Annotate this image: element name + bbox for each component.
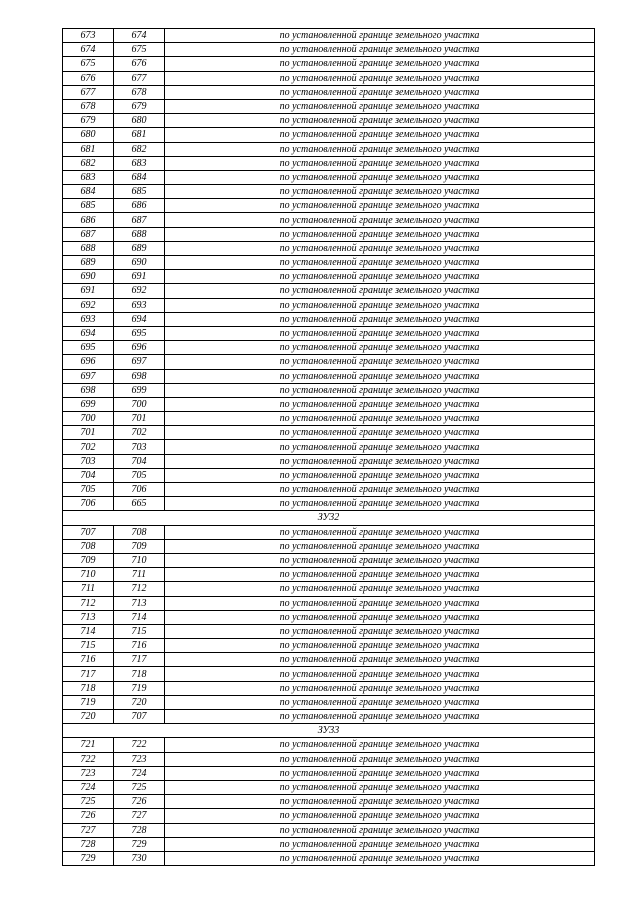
from-point-cell: 691	[63, 284, 114, 298]
description-cell: по установленной границе земельного участка	[165, 99, 595, 113]
table-row	[63, 85, 595, 99]
table-row	[63, 341, 595, 355]
description-cell: по установленной границе земельного участка	[165, 639, 595, 653]
table-row	[63, 823, 595, 837]
table-row	[63, 29, 595, 43]
from-point-cell: 728	[63, 837, 114, 851]
section-header-row	[63, 724, 595, 738]
description-cell: по установленной границе земельного участка	[165, 298, 595, 312]
description-cell: по установленной границе земельного участка	[165, 837, 595, 851]
from-point-cell: 693	[63, 312, 114, 326]
from-point-cell: 681	[63, 142, 114, 156]
description-cell: по установленной границе земельного участка	[165, 213, 595, 227]
section-title: ЗУ33	[63, 724, 595, 738]
description-cell: по установленной границе земельного участка	[165, 851, 595, 865]
table-row	[63, 653, 595, 667]
to-point-cell: 715	[114, 624, 165, 638]
table-row	[63, 809, 595, 823]
from-point-cell: 684	[63, 185, 114, 199]
description-cell: по установленной границе земельного участка	[165, 695, 595, 709]
from-point-cell: 683	[63, 170, 114, 184]
description-cell: по установленной границе земельного участка	[165, 681, 595, 695]
table-row	[63, 695, 595, 709]
to-point-cell: 707	[114, 710, 165, 724]
table-row	[63, 582, 595, 596]
description-cell: по установленной границе земельного участка	[165, 397, 595, 411]
from-point-cell: 718	[63, 681, 114, 695]
to-point-cell: 680	[114, 114, 165, 128]
from-point-cell: 716	[63, 653, 114, 667]
description-cell: по установленной границе земельного участка	[165, 483, 595, 497]
from-point-cell: 700	[63, 412, 114, 426]
to-point-cell: 679	[114, 99, 165, 113]
boundary-table-page	[62, 28, 594, 866]
description-cell: по установленной границе земельного участка	[165, 454, 595, 468]
description-cell: по установленной границе земельного участка	[165, 539, 595, 553]
table-row	[63, 185, 595, 199]
from-point-cell: 702	[63, 440, 114, 454]
to-point-cell: 729	[114, 837, 165, 851]
from-point-cell: 719	[63, 695, 114, 709]
table-row	[63, 766, 595, 780]
description-cell: по установленной границе земельного участка	[165, 383, 595, 397]
description-cell: по установленной границе земельного участка	[165, 227, 595, 241]
to-point-cell: 720	[114, 695, 165, 709]
description-cell: по установленной границе земельного участка	[165, 57, 595, 71]
description-cell: по установленной границе земельного участка	[165, 270, 595, 284]
description-cell: по установленной границе земельного участка	[165, 355, 595, 369]
table-row	[63, 553, 595, 567]
from-point-cell: 725	[63, 795, 114, 809]
to-point-cell: 723	[114, 752, 165, 766]
to-point-cell: 689	[114, 241, 165, 255]
description-cell: по установленной границе земельного участка	[165, 85, 595, 99]
from-point-cell: 722	[63, 752, 114, 766]
to-point-cell: 725	[114, 780, 165, 794]
from-point-cell: 729	[63, 851, 114, 865]
table-row	[63, 837, 595, 851]
to-point-cell: 700	[114, 397, 165, 411]
description-cell: по установленной границе земельного участка	[165, 156, 595, 170]
from-point-cell: 690	[63, 270, 114, 284]
table-row	[63, 128, 595, 142]
table-row	[63, 596, 595, 610]
description-cell: по установленной границе земельного участка	[165, 341, 595, 355]
description-cell: по установленной границе земельного участка	[165, 142, 595, 156]
section-header-row	[63, 511, 595, 525]
from-point-cell: 727	[63, 823, 114, 837]
from-point-cell: 706	[63, 497, 114, 511]
to-point-cell: 694	[114, 312, 165, 326]
from-point-cell: 695	[63, 341, 114, 355]
table-row	[63, 795, 595, 809]
description-cell: по установленной границе земельного участка	[165, 256, 595, 270]
table-row	[63, 440, 595, 454]
table-row	[63, 454, 595, 468]
table-row	[63, 156, 595, 170]
to-point-cell: 702	[114, 426, 165, 440]
table-row	[63, 525, 595, 539]
description-cell: по установленной границе земельного участка	[165, 440, 595, 454]
from-point-cell: 673	[63, 29, 114, 43]
table-row	[63, 851, 595, 865]
from-point-cell: 720	[63, 710, 114, 724]
description-cell: по установленной границе земельного участка	[165, 795, 595, 809]
table-row	[63, 142, 595, 156]
to-point-cell: 683	[114, 156, 165, 170]
description-cell: по установленной границе земельного участка	[165, 468, 595, 482]
table-row	[63, 624, 595, 638]
table-row	[63, 99, 595, 113]
description-cell: по установленной границе земельного участка	[165, 780, 595, 794]
description-cell: по установленной границе земельного участка	[165, 610, 595, 624]
to-point-cell: 730	[114, 851, 165, 865]
to-point-cell: 681	[114, 128, 165, 142]
to-point-cell: 695	[114, 326, 165, 340]
from-point-cell: 707	[63, 525, 114, 539]
to-point-cell: 713	[114, 596, 165, 610]
description-cell: по установленной границе земельного участка	[165, 326, 595, 340]
from-point-cell: 721	[63, 738, 114, 752]
description-cell: по установленной границе земельного участка	[165, 170, 595, 184]
to-point-cell: 687	[114, 213, 165, 227]
to-point-cell: 693	[114, 298, 165, 312]
from-point-cell: 675	[63, 57, 114, 71]
table-row	[63, 199, 595, 213]
description-cell: по установленной границе земельного участка	[165, 553, 595, 567]
from-point-cell: 698	[63, 383, 114, 397]
from-point-cell: 724	[63, 780, 114, 794]
table-row	[63, 43, 595, 57]
from-point-cell: 714	[63, 624, 114, 638]
description-cell: по установленной границе земельного участка	[165, 667, 595, 681]
table-row	[63, 468, 595, 482]
to-point-cell: 701	[114, 412, 165, 426]
description-cell: по установленной границе земельного участка	[165, 525, 595, 539]
from-point-cell: 715	[63, 639, 114, 653]
to-point-cell: 675	[114, 43, 165, 57]
table-row	[63, 284, 595, 298]
table-row	[63, 667, 595, 681]
table-row	[63, 71, 595, 85]
description-cell: по установленной границе земельного участка	[165, 29, 595, 43]
from-point-cell: 704	[63, 468, 114, 482]
table-row	[63, 639, 595, 653]
to-point-cell: 708	[114, 525, 165, 539]
table-row	[63, 241, 595, 255]
description-cell: по установленной границе земельного участка	[165, 497, 595, 511]
to-point-cell: 696	[114, 341, 165, 355]
description-cell: по установленной границе земельного участка	[165, 766, 595, 780]
to-point-cell: 691	[114, 270, 165, 284]
table-row	[63, 710, 595, 724]
table-row	[63, 369, 595, 383]
from-point-cell: 726	[63, 809, 114, 823]
from-point-cell: 679	[63, 114, 114, 128]
description-cell: по установленной границе земельного участка	[165, 624, 595, 638]
from-point-cell: 708	[63, 539, 114, 553]
from-point-cell: 717	[63, 667, 114, 681]
table-body	[63, 29, 595, 866]
table-row	[63, 483, 595, 497]
to-point-cell: 716	[114, 639, 165, 653]
to-point-cell: 684	[114, 170, 165, 184]
to-point-cell: 699	[114, 383, 165, 397]
from-point-cell: 692	[63, 298, 114, 312]
from-point-cell: 685	[63, 199, 114, 213]
from-point-cell: 703	[63, 454, 114, 468]
description-cell: по установленной границе земельного участка	[165, 71, 595, 85]
to-point-cell: 712	[114, 582, 165, 596]
from-point-cell: 713	[63, 610, 114, 624]
from-point-cell: 677	[63, 85, 114, 99]
from-point-cell: 701	[63, 426, 114, 440]
description-cell: по установленной границе земельного участка	[165, 809, 595, 823]
from-point-cell: 689	[63, 256, 114, 270]
description-cell: по установленной границе земельного участка	[165, 369, 595, 383]
to-point-cell: 722	[114, 738, 165, 752]
table-row	[63, 681, 595, 695]
from-point-cell: 723	[63, 766, 114, 780]
table-row	[63, 227, 595, 241]
to-point-cell: 706	[114, 483, 165, 497]
table-row	[63, 738, 595, 752]
table-row	[63, 610, 595, 624]
to-point-cell: 674	[114, 29, 165, 43]
from-point-cell: 680	[63, 128, 114, 142]
to-point-cell: 690	[114, 256, 165, 270]
table-row	[63, 270, 595, 284]
from-point-cell: 686	[63, 213, 114, 227]
from-point-cell: 709	[63, 553, 114, 567]
to-point-cell: 718	[114, 667, 165, 681]
to-point-cell: 728	[114, 823, 165, 837]
description-cell: по установленной границе земельного участка	[165, 412, 595, 426]
table-row	[63, 213, 595, 227]
from-point-cell: 712	[63, 596, 114, 610]
from-point-cell: 710	[63, 568, 114, 582]
from-point-cell: 711	[63, 582, 114, 596]
table-row	[63, 412, 595, 426]
description-cell: по установленной границе земельного участка	[165, 241, 595, 255]
description-cell: по установленной границе земельного участка	[165, 185, 595, 199]
to-point-cell: 724	[114, 766, 165, 780]
table-row	[63, 497, 595, 511]
to-point-cell: 711	[114, 568, 165, 582]
to-point-cell: 714	[114, 610, 165, 624]
table-row	[63, 568, 595, 582]
description-cell: по установленной границе земельного участка	[165, 752, 595, 766]
to-point-cell: 682	[114, 142, 165, 156]
from-point-cell: 678	[63, 99, 114, 113]
description-cell: по установленной границе земельного участка	[165, 128, 595, 142]
from-point-cell: 696	[63, 355, 114, 369]
from-point-cell: 694	[63, 326, 114, 340]
description-cell: по установленной границе земельного участка	[165, 653, 595, 667]
to-point-cell: 688	[114, 227, 165, 241]
to-point-cell: 692	[114, 284, 165, 298]
to-point-cell: 676	[114, 57, 165, 71]
description-cell: по установленной границе земельного участка	[165, 199, 595, 213]
description-cell: по установленной границе земельного участка	[165, 738, 595, 752]
table-row	[63, 355, 595, 369]
to-point-cell: 703	[114, 440, 165, 454]
to-point-cell: 709	[114, 539, 165, 553]
to-point-cell: 677	[114, 71, 165, 85]
to-point-cell: 665	[114, 497, 165, 511]
to-point-cell: 719	[114, 681, 165, 695]
description-cell: по установленной границе земельного участка	[165, 568, 595, 582]
table-row	[63, 57, 595, 71]
table-row	[63, 539, 595, 553]
to-point-cell: 697	[114, 355, 165, 369]
boundary-points-table	[62, 28, 595, 866]
description-cell: по установленной границе земельного участка	[165, 114, 595, 128]
to-point-cell: 710	[114, 553, 165, 567]
table-row	[63, 312, 595, 326]
table-row	[63, 383, 595, 397]
from-point-cell: 674	[63, 43, 114, 57]
table-row	[63, 752, 595, 766]
table-row	[63, 256, 595, 270]
from-point-cell: 687	[63, 227, 114, 241]
description-cell: по установленной границе земельного участка	[165, 582, 595, 596]
to-point-cell: 678	[114, 85, 165, 99]
description-cell: по установленной границе земельного участка	[165, 823, 595, 837]
description-cell: по установленной границе земельного участка	[165, 426, 595, 440]
to-point-cell: 705	[114, 468, 165, 482]
to-point-cell: 686	[114, 199, 165, 213]
to-point-cell: 726	[114, 795, 165, 809]
from-point-cell: 697	[63, 369, 114, 383]
description-cell: по установленной границе земельного участка	[165, 596, 595, 610]
table-row	[63, 170, 595, 184]
from-point-cell: 705	[63, 483, 114, 497]
table-row	[63, 780, 595, 794]
table-row	[63, 397, 595, 411]
description-cell: по установленной границе земельного участка	[165, 312, 595, 326]
from-point-cell: 682	[63, 156, 114, 170]
to-point-cell: 698	[114, 369, 165, 383]
table-row	[63, 114, 595, 128]
section-title: ЗУ32	[63, 511, 595, 525]
table-row	[63, 298, 595, 312]
from-point-cell: 688	[63, 241, 114, 255]
from-point-cell: 699	[63, 397, 114, 411]
from-point-cell: 676	[63, 71, 114, 85]
to-point-cell: 727	[114, 809, 165, 823]
table-row	[63, 426, 595, 440]
description-cell: по установленной границе земельного участка	[165, 284, 595, 298]
to-point-cell: 685	[114, 185, 165, 199]
description-cell: по установленной границе земельного участка	[165, 43, 595, 57]
table-row	[63, 326, 595, 340]
to-point-cell: 704	[114, 454, 165, 468]
to-point-cell: 717	[114, 653, 165, 667]
description-cell: по установленной границе земельного участка	[165, 710, 595, 724]
